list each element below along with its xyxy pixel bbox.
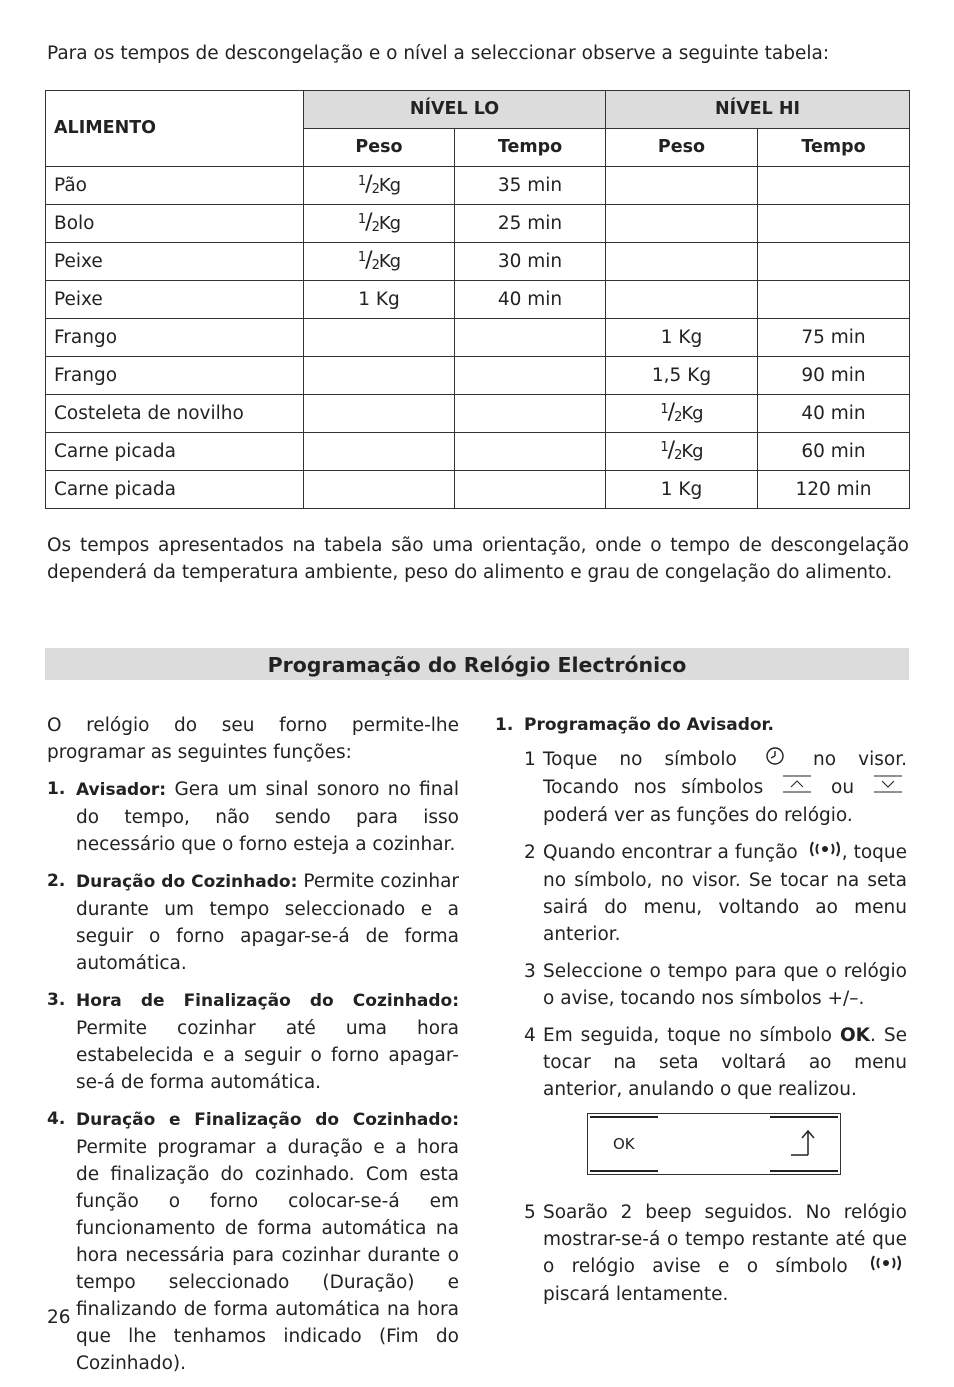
function-item-hora-finalizacao — [47, 987, 459, 1096]
step-text: piscará lentamente. — [543, 1284, 729, 1305]
cell-lo-peso: 1 Kg — [304, 281, 455, 319]
step-number: 1 — [524, 749, 536, 770]
cell-lo-tempo — [455, 433, 606, 471]
step-text: Em seguida, toque no símbolo — [543, 1025, 840, 1046]
item-number: 2. — [47, 871, 66, 891]
arrow-up-icon — [782, 774, 812, 802]
cell-hi-tempo: 40 min — [758, 395, 910, 433]
cell-lo-tempo: 35 min — [455, 167, 606, 205]
display-panel — [587, 1113, 841, 1175]
defrost-table — [45, 90, 910, 509]
cell-food: Peixe — [46, 243, 304, 281]
cell-lo-peso: $^1/_2Kg$ — [304, 167, 455, 205]
table-body — [46, 167, 910, 509]
header-alimento: ALIMENTO — [46, 91, 304, 167]
function-item-avisador — [47, 776, 459, 858]
cell-lo-tempo: 30 min — [455, 243, 606, 281]
item-number: 1. — [47, 779, 66, 799]
table-row — [46, 471, 910, 509]
cell-lo-tempo — [455, 319, 606, 357]
step-4 — [495, 1022, 907, 1103]
display-bar — [590, 1170, 658, 1172]
cell-lo-peso — [304, 471, 455, 509]
item-title: Hora de Finalização do Cozinhado: — [76, 991, 459, 1011]
cell-food: Costeleta de novilho — [46, 395, 304, 433]
left-column — [47, 712, 459, 1387]
cell-hi-peso — [606, 243, 758, 281]
step-text: Seleccione o tempo para que o relógio o avise, tocando nos símbolos +/–. — [543, 961, 907, 1009]
function-item-duracao-finalizacao — [47, 1106, 459, 1377]
step-5 — [495, 1199, 907, 1308]
header-lo-tempo: Tempo — [455, 129, 606, 167]
cell-food: Pão — [46, 167, 304, 205]
cell-lo-tempo — [455, 471, 606, 509]
cell-food: Carne picada — [46, 471, 304, 509]
step-number: 4 — [524, 1025, 536, 1046]
cell-hi-tempo: 60 min — [758, 433, 910, 471]
cell-hi-peso: 1,5 Kg — [606, 357, 758, 395]
step-number: 3 — [524, 961, 536, 982]
cell-food: Bolo — [46, 205, 304, 243]
cell-hi-peso — [606, 167, 758, 205]
bell-signal-icon — [808, 839, 842, 867]
ok-label: OK — [839, 1025, 871, 1046]
cell-lo-peso — [304, 433, 455, 471]
note-text: Os tempos apresentados na tabela são uma orientação, onde o tempo de descongelação dependerá da temperatura ambiente, peso do alimento e grau de congelação do alimento. — [47, 535, 909, 583]
functions-intro: O relógio do seu forno permite-lhe programar as seguintes funções: — [47, 715, 459, 763]
item-number: 3. — [47, 990, 66, 1010]
table-row — [46, 243, 910, 281]
cell-food: Carne picada — [46, 433, 304, 471]
header-nivel-hi: NÍVEL HI — [606, 91, 910, 129]
item-number: 4. — [47, 1109, 66, 1129]
intro-text: Para os tempos de descongelação e o nível a seleccionar observe a seguinte tabela: — [47, 43, 830, 64]
step-text: ou — [831, 777, 855, 798]
display-ok-button[interactable]: OK — [613, 1135, 635, 1153]
cell-hi-tempo: 75 min — [758, 319, 910, 357]
table-row — [46, 319, 910, 357]
step-3 — [495, 958, 907, 1012]
cell-hi-tempo: 90 min — [758, 357, 910, 395]
step-text: , toque no símbolo, no visor. Se tocar na seta sairá do menu, voltando ao menu anterior. — [543, 842, 907, 945]
page-number: 26 — [47, 1307, 71, 1328]
step-text: . Se tocar na seta voltará ao menu anterior, anulando o que realizou. — [543, 1025, 907, 1100]
item-title: Avisador: — [76, 780, 167, 800]
cell-hi-tempo — [758, 205, 910, 243]
cell-lo-tempo — [455, 357, 606, 395]
table-row — [46, 357, 910, 395]
header-lo-peso: Peso — [304, 129, 455, 167]
arrow-down-icon — [873, 774, 903, 802]
right-column — [495, 712, 907, 1318]
cell-hi-tempo: 120 min — [758, 471, 910, 509]
bell-signal-icon — [869, 1253, 903, 1281]
cell-lo-peso: $^1/_2Kg$ — [304, 243, 455, 281]
step-1 — [495, 746, 907, 829]
table-row — [46, 433, 910, 471]
cell-food: Frango — [46, 357, 304, 395]
heading-number: 1. — [495, 715, 514, 735]
function-item-duracao — [47, 868, 459, 977]
cell-hi-tempo — [758, 281, 910, 319]
cell-lo-tempo: 25 min — [455, 205, 606, 243]
cell-hi-peso: $^1/_2Kg$ — [606, 395, 758, 433]
clock-icon — [765, 746, 785, 774]
cell-lo-peso: $^1/_2Kg$ — [304, 205, 455, 243]
step-2 — [495, 839, 907, 948]
header-hi-peso: Peso — [606, 129, 758, 167]
return-arrow-icon[interactable] — [790, 1128, 822, 1166]
section-title: Programação do Relógio Electrónico — [45, 648, 909, 680]
cell-hi-peso: 1 Kg — [606, 471, 758, 509]
step-text: no visor. Tocando nos símbolos — [543, 749, 908, 798]
cell-food: Peixe — [46, 281, 304, 319]
heading-text: Programação do Avisador. — [524, 715, 774, 735]
step-text: Toque no símbolo — [543, 749, 737, 770]
step-text: Soarão 2 beep seguidos. No relógio mostrar-se-á o tempo restante até que o relógio avise e o símbolo — [543, 1202, 907, 1277]
cell-hi-tempo — [758, 167, 910, 205]
header-hi-tempo: Tempo — [758, 129, 910, 167]
table-row — [46, 205, 910, 243]
step-text: Quando encontrar a função — [543, 842, 798, 863]
cell-lo-peso — [304, 395, 455, 433]
table-row — [46, 281, 910, 319]
cell-lo-tempo — [455, 395, 606, 433]
step-text: poderá ver as funções do relógio. — [543, 805, 853, 826]
cell-hi-peso: 1 Kg — [606, 319, 758, 357]
cell-hi-peso: $^1/_2Kg$ — [606, 433, 758, 471]
item-text: Gera um sinal sonoro no final do tempo, não sendo para isso necessário que o forno esteja a cozinhar. — [76, 779, 459, 855]
item-text: Permite cozinhar até uma hora estabelecida e a seguir o forno apagar-se-á de forma automática. — [76, 1018, 459, 1093]
display-bar — [770, 1170, 838, 1172]
cell-hi-peso — [606, 205, 758, 243]
cell-food: Frango — [46, 319, 304, 357]
item-text: Permite cozinhar durante um tempo seleccionado e a seguir o forno apagar-se-á de forma automática. — [76, 871, 460, 974]
cell-lo-tempo: 40 min — [455, 281, 606, 319]
cell-lo-peso — [304, 357, 455, 395]
header-nivel-lo: NÍVEL LO — [304, 91, 606, 129]
cell-hi-peso — [606, 281, 758, 319]
cell-lo-peso — [304, 319, 455, 357]
cell-hi-tempo — [758, 243, 910, 281]
item-text: Permite programar a duração e a hora de finalização do cozinhado. Com esta função o forno colocar-se-á em funcionamento de forma automática na hora necessária para cozinhar durante o tempo seleccionado (Duração) e finalizando de forma automática na hora que lhe tenhamos indicado (Fim do Cozinhado). — [76, 1137, 459, 1374]
avisador-heading — [495, 712, 907, 739]
step-number: 2 — [524, 842, 536, 863]
step-number: 5 — [524, 1202, 536, 1223]
table-row — [46, 167, 910, 205]
item-title: Duração e Finalização do Cozinhado: — [76, 1110, 459, 1130]
table-row — [46, 395, 910, 433]
item-title: Duração do Cozinhado: — [76, 872, 298, 892]
display-bar — [770, 1116, 838, 1118]
display-bar — [590, 1116, 658, 1118]
